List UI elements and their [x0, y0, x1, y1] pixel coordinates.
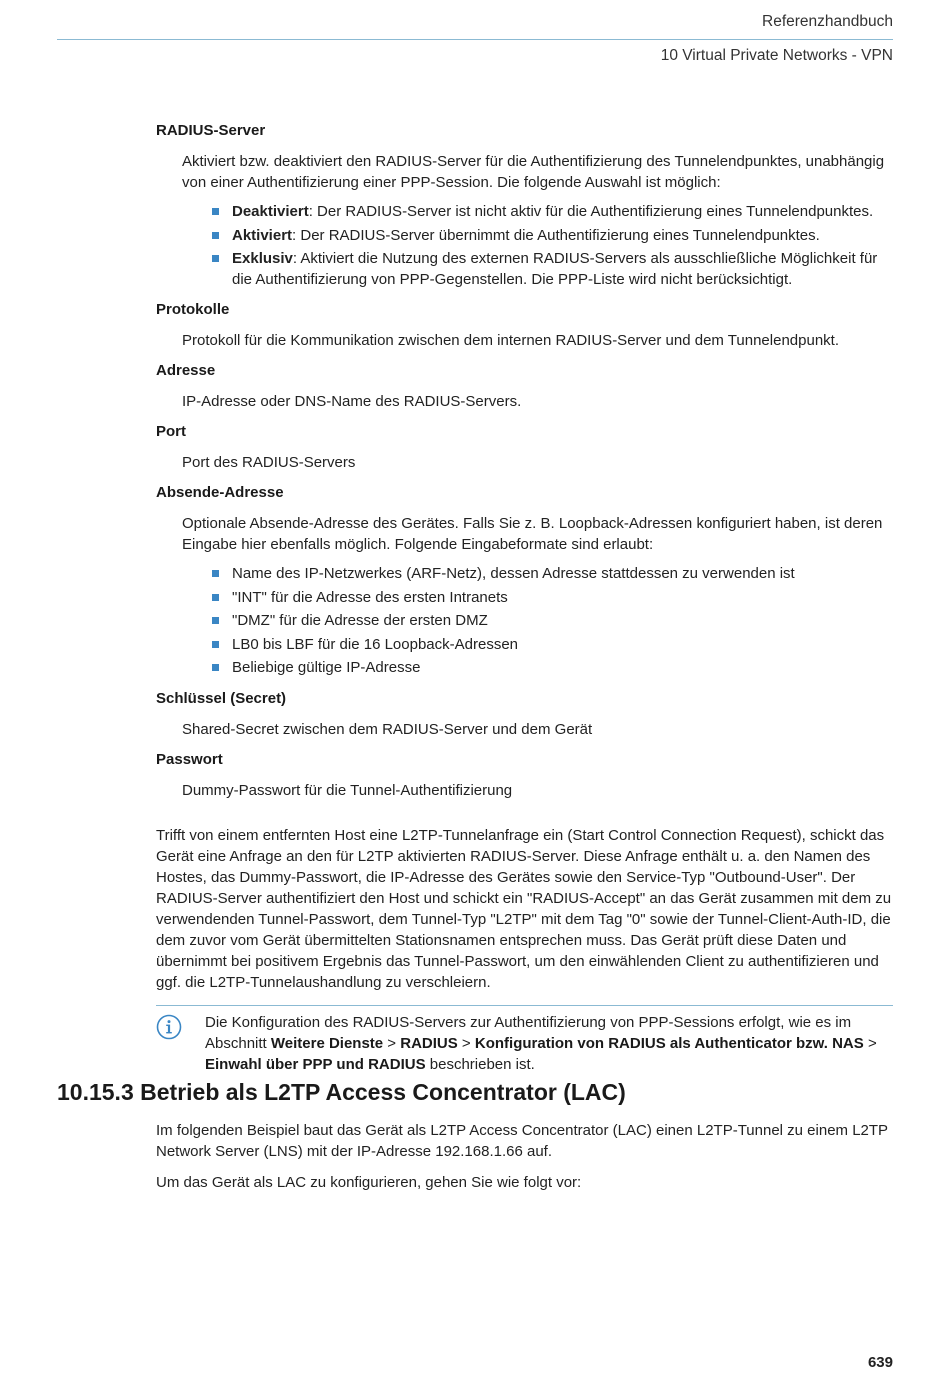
- option-text: : Der RADIUS-Server übernimmt die Authentifizierung eines Tunnelendpunktes.: [292, 226, 820, 244]
- chapter-title: 10 Virtual Private Networks - VPN: [660, 47, 893, 64]
- option-name: Deaktiviert: [232, 203, 309, 220]
- format-text: "DMZ" für die Adresse der ersten DMZ: [232, 612, 488, 629]
- option-text: : Aktiviert die Nutzung des externen RADIUS-Servers als ausschließliche Möglichkeit für die Authentifizierung von PPP-Gegenstellen. Die PPP-Liste wird nicht berücksichtigt.: [232, 250, 878, 288]
- section-paragraph: Im folgenden Beispiel baut das Gerät als L2TP Access Concentrator (LAC) einen L2TP-Tunnel zu einem L2TP Network Server (LNS) mit der IP-Adresse 192.168.1.66 auf.: [156, 1122, 888, 1160]
- bullet-square-icon: [212, 641, 219, 648]
- bullet-square-icon: [212, 594, 219, 601]
- bullet-square-icon: [212, 208, 219, 215]
- bullet-square-icon: [212, 255, 219, 262]
- term-adresse: Adresse: [156, 362, 216, 379]
- list-item: [208, 564, 893, 585]
- definition-passwort: [182, 780, 893, 801]
- definition-list: [156, 121, 893, 1075]
- format-list: [208, 564, 893, 679]
- info-note: [156, 1005, 893, 1075]
- definition-adresse: [182, 391, 893, 412]
- description: Protokoll für die Kommunikation zwischen dem internen RADIUS-Server und dem Tunnelendpunkt.: [182, 332, 839, 349]
- option-name: Aktiviert: [232, 226, 293, 244]
- header-divider: [57, 39, 893, 40]
- format-text: "INT" für die Adresse des ersten Intranets: [232, 588, 508, 606]
- list-item: [208, 226, 893, 247]
- description: Shared-Secret zwischen dem RADIUS-Server und dem Gerät: [182, 720, 593, 738]
- definition-absende-adresse: [182, 513, 893, 679]
- note-path-3: Konfiguration von RADIUS als Authenticator bzw. NAS: [474, 1034, 864, 1052]
- path-separator: >: [457, 1034, 475, 1052]
- definition-port: [182, 452, 893, 473]
- definition-radius-server: [182, 151, 893, 290]
- term-port: Port: [156, 423, 186, 440]
- document-title: Referenzhandbuch: [762, 13, 893, 30]
- description: IP-Adresse oder DNS-Name des RADIUS-Servers.: [182, 393, 522, 410]
- definition-schluessel: [182, 719, 893, 740]
- bullet-square-icon: [212, 664, 219, 671]
- list-item: [208, 249, 893, 290]
- term-radius-server: RADIUS-Server: [156, 122, 266, 139]
- bullet-square-icon: [212, 570, 219, 577]
- format-text: Beliebige gültige IP-Adresse: [232, 659, 421, 676]
- note-path-1: Weitere Dienste: [270, 1034, 384, 1052]
- term-protokolle: Protokolle: [156, 301, 230, 318]
- format-text: LB0 bis LBF für die 16 Loopback-Adressen: [232, 635, 519, 653]
- bullet-square-icon: [212, 232, 219, 239]
- term-schluessel: Schlüssel (Secret): [156, 689, 287, 707]
- option-list: [208, 202, 893, 290]
- path-separator: >: [863, 1034, 877, 1052]
- list-item: [208, 611, 893, 632]
- note-text-before: Die Konfiguration des RADIUS-Servers zur Authentifizierung von PPP-Sessions erfolgt, wie es im Abschnitt: [205, 1013, 852, 1052]
- section-heading: 10.15.3 Betrieb als L2TP Access Concentrator (LAC): [57, 1079, 626, 1105]
- term-passwort: Passwort: [156, 750, 223, 768]
- format-text: Name des IP-Netzwerkes (ARF-Netz), dessen Adresse stattdessen zu verwenden ist: [232, 565, 795, 582]
- page-number: 639: [867, 1354, 893, 1371]
- description: Dummy-Passwort für die Tunnel-Authentifizierung: [182, 781, 513, 799]
- body-paragraph: Trifft von einem entfernten Host eine L2TP-Tunnelanfrage ein (Start Control Connection Request), schickt das Gerät eine Anfrage an den für L2TP aktivierten RADIUS-Server. Diese Anfrage enthält u. a. den Namen des Hostes, das Dummy-Passwort, die IP-Adresse des Gerätes sowie den Service-Typ "Outbound-User". Der RADIUS-Server authentifiziert den Host und schickt ein "RADIUS-Accept" an das Gerät zusammen mit dem zu verwendenden Tunnel-Passwort, dem Tunnel-Typ "L2TP" mit dem Tag "0" sowie der Tunnel-Client-Auth-ID, die dem zuvor vom Gerät übermittelten Stationsnamen entsprechen muss. Das Gerät prüft diese Daten und übernimmt bei positivem Ergebnis das Tunnel-Passwort, um den einwählenden Client zu authentifizieren und ggf. die L2TP-Tunnelaushandlung zu verschleiern.: [156, 826, 892, 991]
- description: Port des RADIUS-Servers: [182, 454, 356, 471]
- description: Aktiviert bzw. deaktiviert den RADIUS-Server für die Authentifizierung des Tunnelendpunktes, unabhängig von einer Authentifizierung einer PPP-Session. Die folgende Auswahl ist möglich:: [182, 153, 885, 191]
- list-item: [208, 202, 893, 223]
- info-icon: [156, 1014, 182, 1040]
- bullet-square-icon: [212, 617, 219, 624]
- section-body: [156, 1120, 893, 1203]
- section-paragraph: Um das Gerät als LAC zu konfigurieren, gehen Sie wie folgt vor:: [156, 1174, 582, 1191]
- path-separator: >: [383, 1034, 401, 1052]
- list-item: [208, 658, 893, 679]
- option-text: : Der RADIUS-Server ist nicht aktiv für die Authentifizierung eines Tunnelendpunktes.: [308, 203, 874, 220]
- list-item: [208, 635, 893, 656]
- term-absende-adresse: Absende-Adresse: [156, 484, 284, 501]
- list-item: [208, 588, 893, 609]
- note-path-2: RADIUS: [400, 1034, 458, 1052]
- option-name: Exklusiv: [232, 250, 293, 267]
- note-text-after: beschrieben ist.: [425, 1055, 535, 1073]
- note-path-4: Einwahl über PPP und RADIUS: [205, 1055, 426, 1073]
- definition-protokolle: [182, 330, 893, 351]
- description: Optionale Absende-Adresse des Gerätes. Falls Sie z. B. Loopback-Adressen konfiguriert haben, ist deren Eingabe hier ebenfalls möglich. Folgende Eingabeformate sind erlaubt:: [182, 515, 883, 553]
